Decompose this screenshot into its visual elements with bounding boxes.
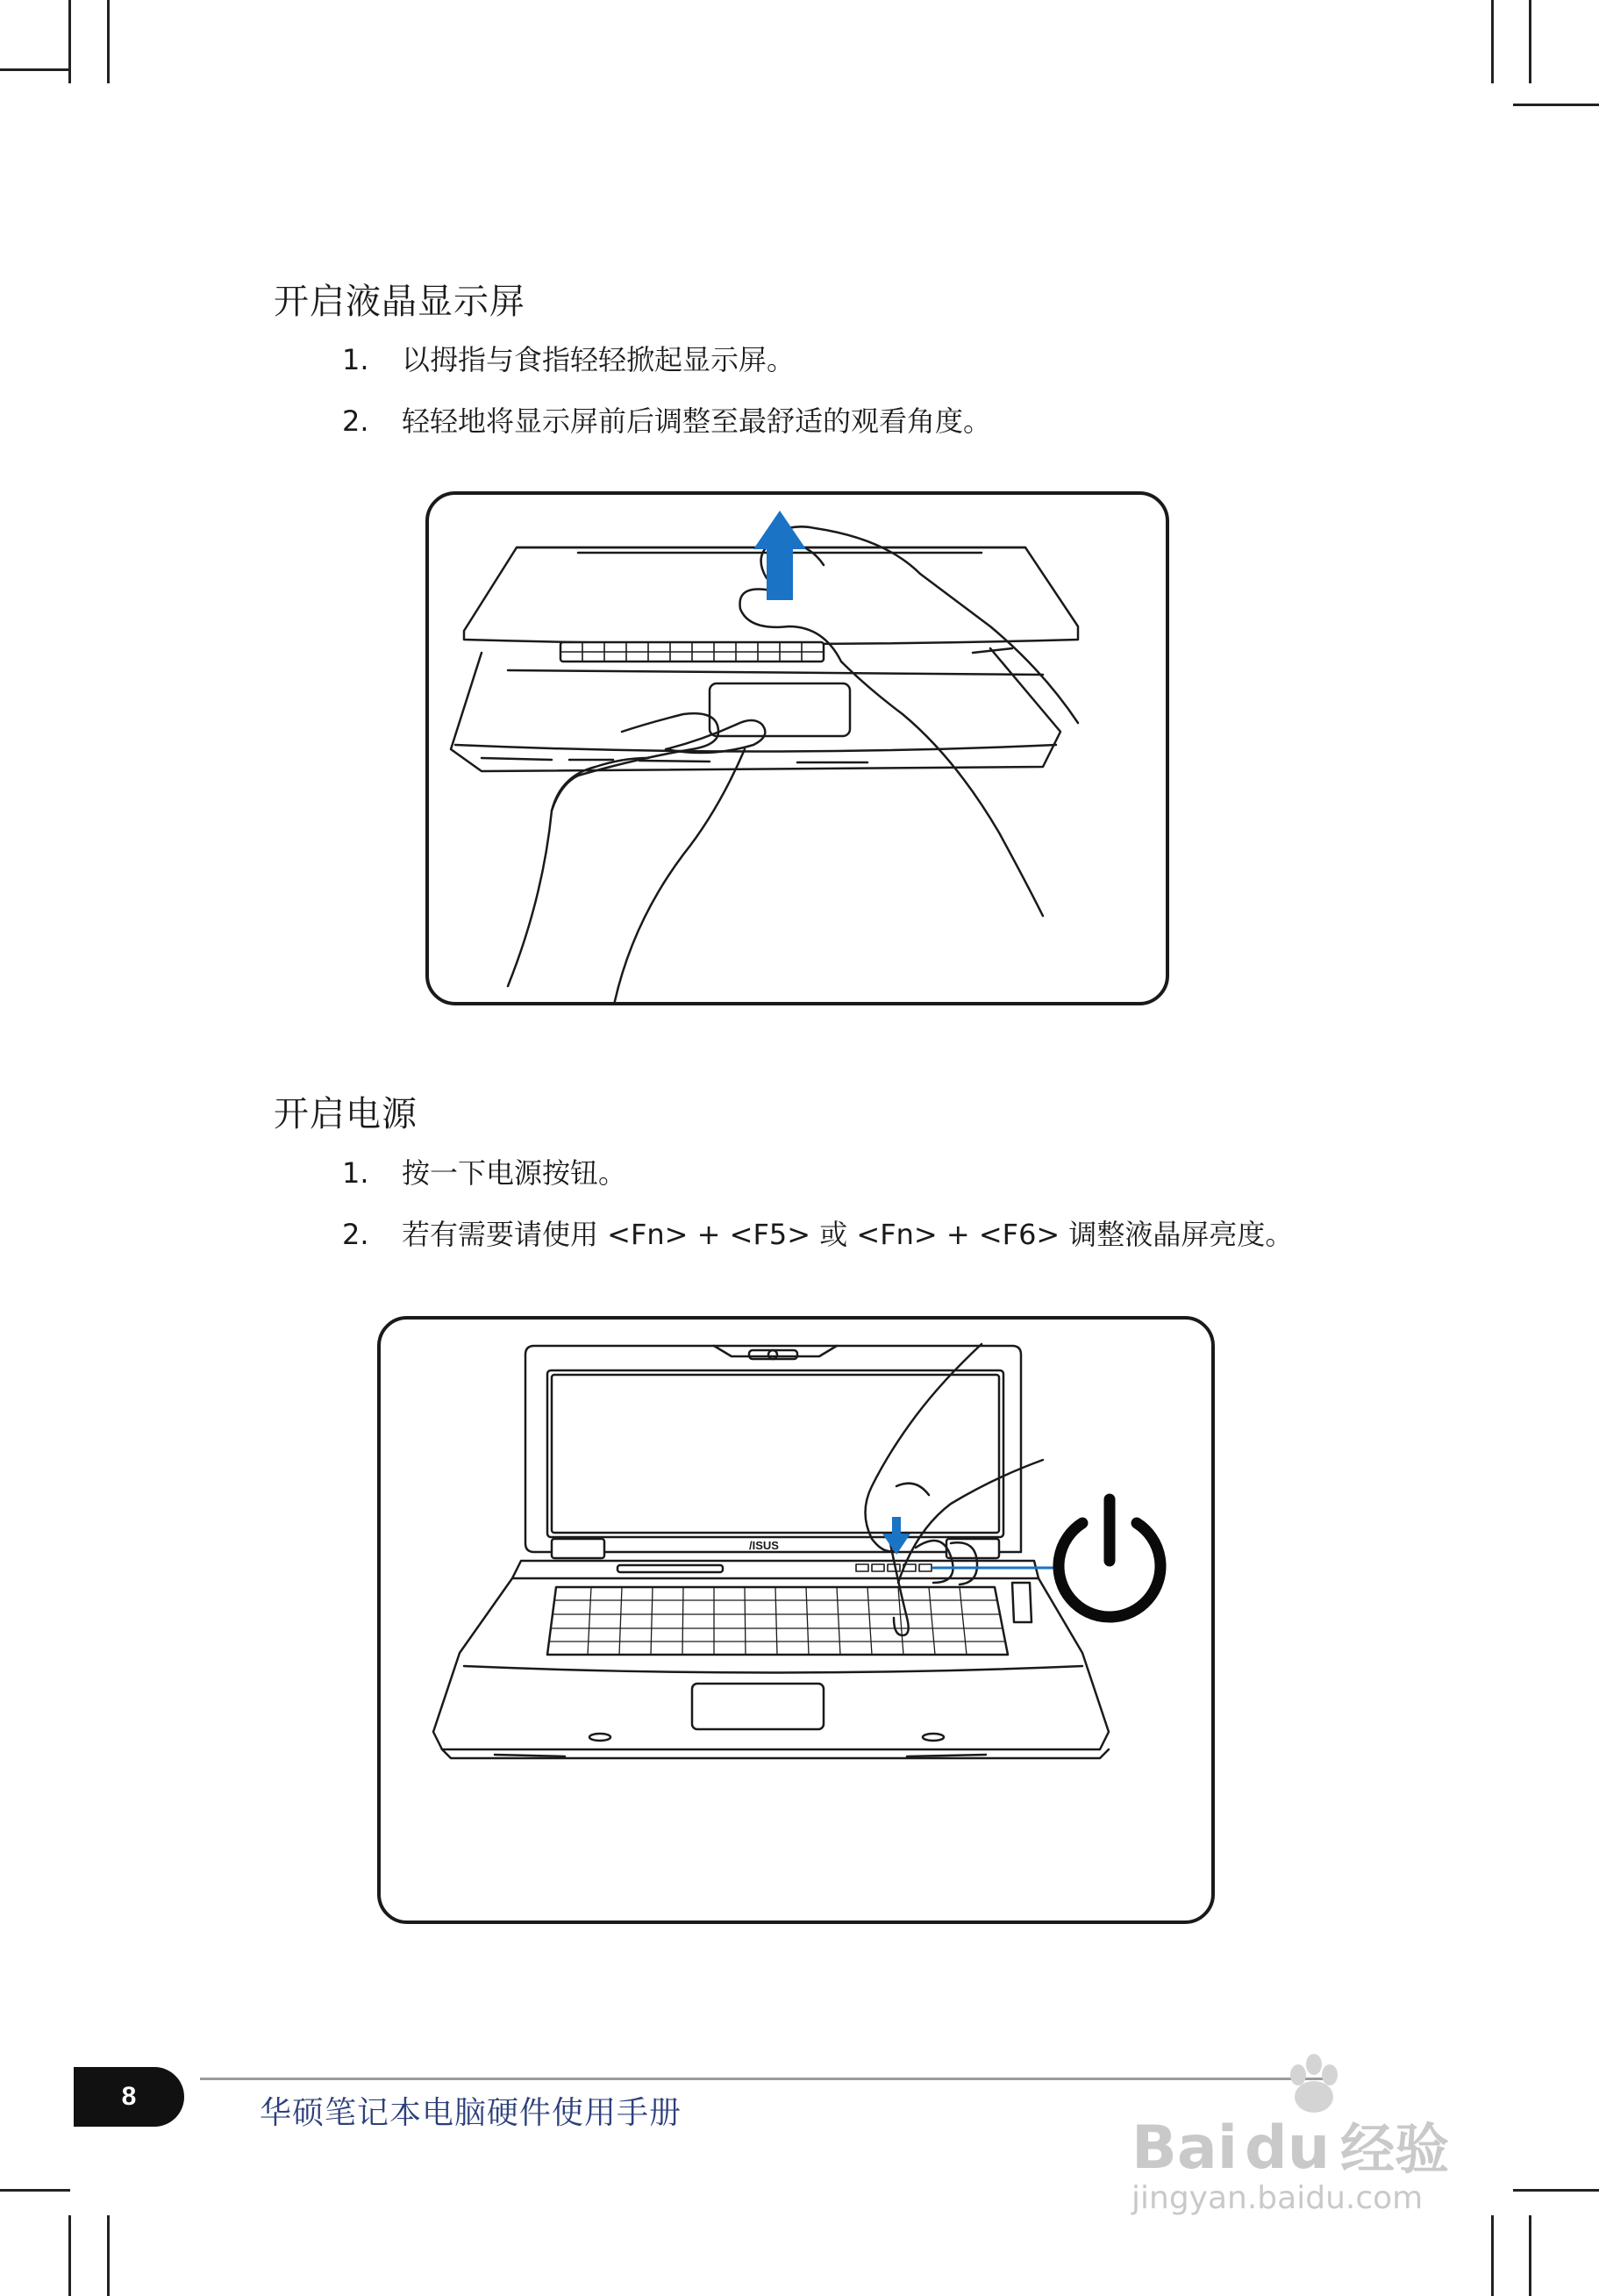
crop-mark	[0, 2189, 70, 2192]
step-number: 1.	[342, 1156, 369, 1190]
section-title-power-on: 开启电源	[274, 1094, 418, 1134]
step-text: 按一下电源按钮。	[402, 1156, 627, 1190]
laptop-power-illustration	[381, 1320, 1215, 1924]
crop-mark	[1513, 2189, 1599, 2192]
section-title-open-lcd: 开启液晶显示屏	[274, 282, 525, 322]
step-text: 以拇指与食指轻轻掀起显示屏。	[402, 343, 796, 376]
step-text: 若有需要请使用 <Fn> + <F5> 或 <Fn> + <F6> 调整液晶屏亮度。	[402, 1218, 1294, 1251]
watermark-cn: 经验	[1340, 2117, 1450, 2181]
step-item	[342, 338, 795, 378]
figure-power-on	[377, 1316, 1215, 1924]
footer-title: 华硕笔记本电脑硬件使用手册	[260, 2095, 682, 2131]
crop-mark	[68, 2215, 71, 2296]
step-text: 轻轻地将显示屏前后调整至最舒适的观看角度。	[402, 404, 992, 438]
footer-divider	[200, 2078, 1331, 2080]
crop-mark	[1491, 0, 1494, 83]
crop-mark	[1513, 104, 1599, 106]
watermark-brand-part2: du	[1245, 2114, 1331, 2183]
crop-mark	[107, 2215, 110, 2296]
figure-open-lcd	[425, 491, 1169, 1005]
watermark-brand	[1131, 2106, 1449, 2184]
page-number: 8	[74, 2067, 184, 2127]
crop-mark	[107, 0, 110, 83]
step-number: 2.	[342, 1218, 369, 1251]
step-item	[342, 1212, 1293, 1253]
crop-mark	[0, 68, 70, 71]
crop-mark	[1529, 2215, 1531, 2296]
power-icon	[1059, 1499, 1160, 1617]
step-number: 1.	[342, 343, 369, 376]
watermark-brand-part1: Bai	[1131, 2114, 1239, 2183]
step-number: 2.	[342, 404, 369, 438]
watermark-url: jingyan.baidu.com	[1131, 2180, 1424, 2216]
crop-mark	[1529, 0, 1531, 83]
crop-mark	[1491, 2215, 1494, 2296]
step-item	[342, 399, 991, 440]
asus-logo: /ISUS	[749, 1539, 779, 1552]
step-item	[342, 1151, 626, 1191]
laptop-lid-illustration	[429, 495, 1169, 1005]
